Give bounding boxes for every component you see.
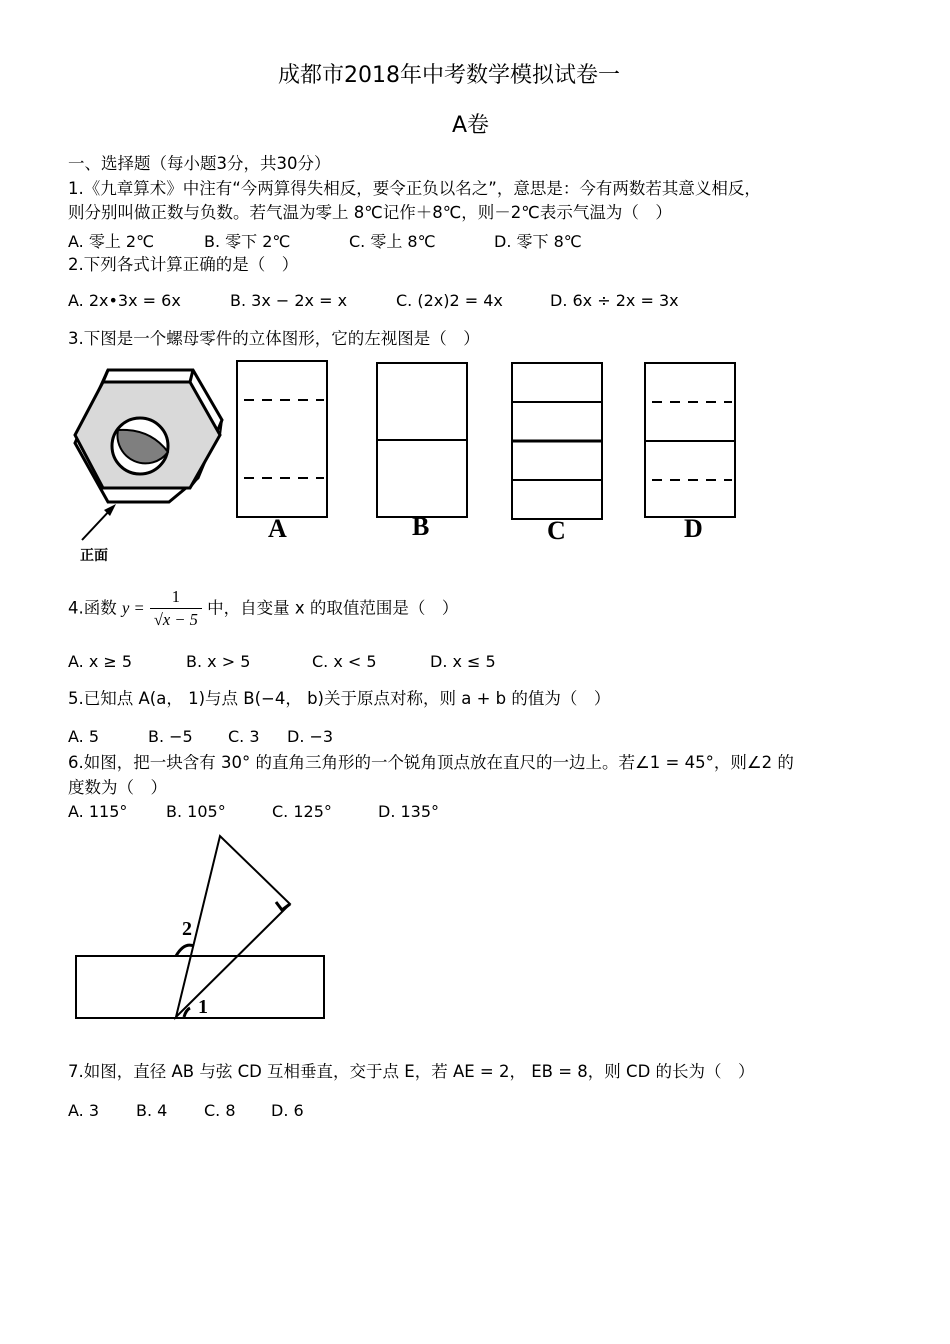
q1-stem-line2: 则分别叫做正数与负数。若气温为零上 8℃记作＋8℃，则－2℃表示气温为（ ） (68, 203, 672, 222)
view-option-a (236, 360, 330, 520)
q2-option-d: D. 6x ÷ 2x = 3x (550, 291, 679, 310)
q2-option-c: C. (2x)2 = 4x (396, 291, 503, 310)
q4-option-d: D. x ≤ 5 (430, 652, 496, 671)
q5-option-b: B. −5 (148, 727, 193, 746)
q6-option-c: C. 125° (272, 802, 332, 821)
view-option-d (644, 362, 738, 520)
view-label-d: D (684, 514, 703, 543)
q6-stem-line1: 6.如图，把一块含有 30° 的直角三角形的一个锐角顶点放在直尺的一边上。若∠1 = 45°，则∠2 的 (68, 753, 794, 772)
q6-option-b: B. 105° (166, 802, 226, 821)
angle-2-label: 2 (182, 918, 192, 940)
nut-3d-figure (60, 360, 235, 565)
view-option-b (376, 362, 470, 520)
q1-option-c: C. 零上 8℃ (349, 232, 436, 251)
q4-function-lhs: y = (122, 598, 145, 618)
q7-option-b: B. 4 (136, 1101, 168, 1120)
front-label: 正面 (80, 548, 108, 564)
q5-option-c: C. 3 (228, 727, 260, 746)
q1-option-d: D. 零下 8℃ (494, 232, 582, 251)
q7-option-d: D. 6 (271, 1101, 304, 1120)
q2-option-b: B. 3x − 2x = x (230, 291, 348, 310)
q2-option-a: A. 2x•3x = 6x (68, 291, 181, 310)
q3-stem: 3.下图是一个螺母零件的立体图形，它的左视图是（ ） (68, 329, 480, 348)
q4-denominator: √x − 5 (153, 610, 198, 629)
section-heading: 一、选择题（每小题3分，共30分） (68, 154, 331, 173)
q4-suffix: 中，自变量 x 的取值范围是（ ） (207, 598, 459, 618)
page-subtitle: A卷 (452, 113, 490, 138)
q4-prefix: 4.函数 (68, 598, 117, 618)
q4-numerator: 1 (150, 586, 202, 609)
q4-option-c: C. x < 5 (312, 652, 377, 671)
q6-option-a: A. 115° (68, 802, 128, 821)
q7-option-c: C. 8 (204, 1101, 236, 1120)
view-option-c (511, 362, 605, 522)
q5-stem: 5.已知点 A(a， 1)与点 B(−4， b)关于原点对称，则 a + b 的值为（ ） (68, 689, 611, 708)
q5-option-a: A. 5 (68, 727, 100, 746)
q5-option-d: D. −3 (287, 727, 334, 746)
q6-stem-line2: 度数为（ ） (68, 778, 167, 797)
q4-fraction (150, 586, 202, 631)
q4-stem (68, 586, 458, 636)
q4-option-a: A. x ≥ 5 (68, 652, 133, 671)
view-label-b: B (412, 512, 430, 541)
q7-option-a: A. 3 (68, 1101, 100, 1120)
angle-1-label: 1 (198, 996, 208, 1018)
q1-option-b: B. 零下 2℃ (204, 232, 291, 251)
q6-option-d: D. 135° (378, 802, 440, 821)
q4-option-b: B. x > 5 (186, 652, 251, 671)
q1-option-a: A. 零上 2℃ (68, 232, 155, 251)
view-label-c: C (547, 516, 566, 545)
page-title: 成都市2018年中考数学模拟试卷一 (278, 63, 620, 88)
q1-stem-line1: 1.《九章算术》中注有“今两算得失相反，要令正负以名之”，意思是：今有两数若其意义相反， (68, 179, 761, 198)
view-label-a: A (268, 514, 287, 543)
q2-stem: 2.下列各式计算正确的是（ ） (68, 255, 299, 274)
q7-stem: 7.如图，直径 AB 与弦 CD 互相垂直，交于点 E，若 AE = 2， EB = 8，则 CD 的长为（ ） (68, 1062, 755, 1081)
